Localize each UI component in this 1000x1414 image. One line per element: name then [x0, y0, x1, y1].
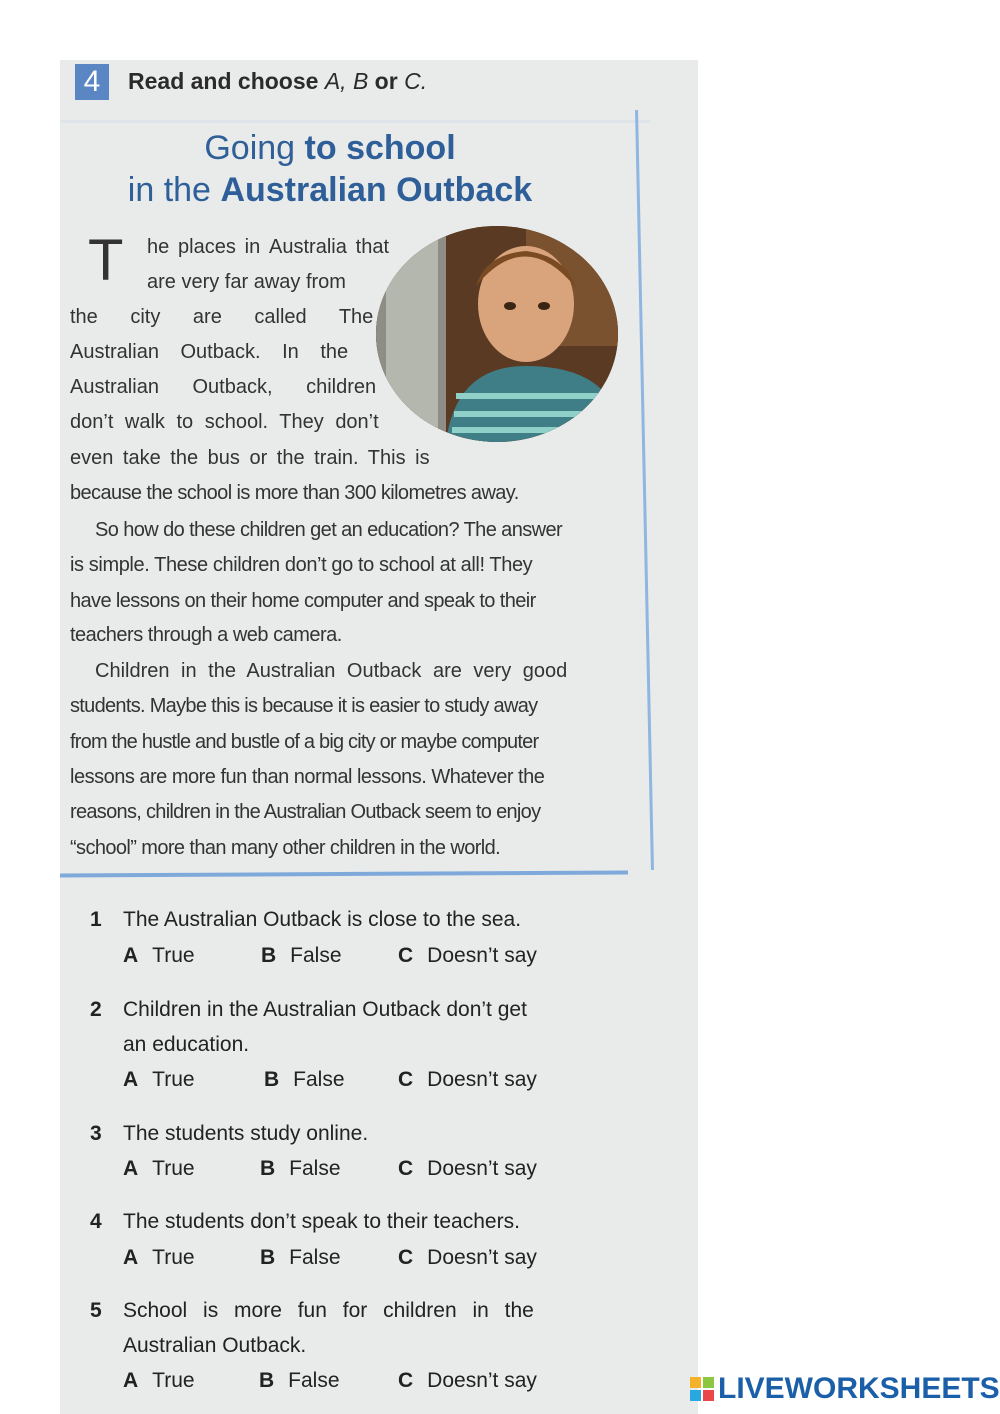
question-3-option-c[interactable]: C Doesn’t say — [398, 1157, 537, 1180]
article-line-4: Australian Outback. In the — [70, 341, 349, 363]
article-line-8: because the school is more than 300 kilometres away. — [70, 482, 519, 504]
article-line-13: Children in the Australian Outback are very good — [95, 660, 568, 682]
liveworksheets-logo-text: LIVEWORKSHEETS — [718, 1372, 1000, 1405]
article-line-7: even take the bus or the train. This is — [70, 447, 430, 469]
question-5-number: 5 — [90, 1299, 102, 1322]
article-line-17: reasons, children in the Australian Outback seem to enjoy — [70, 801, 541, 823]
question-5-option-c[interactable]: C Doesn’t say — [398, 1369, 537, 1392]
article-line-5: Australian Outback, children — [70, 376, 377, 398]
article-line-12: teachers through a web camera. — [70, 624, 342, 646]
question-1-text: The Australian Outback is close to the sea. — [123, 908, 522, 931]
question-4-option-c[interactable]: C Doesn’t say — [398, 1246, 537, 1269]
article-line-1: he places in Australia that — [147, 236, 389, 258]
photo-illustration — [376, 226, 618, 442]
liveworksheets-logo-icon — [690, 1377, 714, 1401]
article-frame-top — [60, 120, 650, 123]
article-line-2: are very far away from — [147, 271, 346, 293]
question-5-text-line-2: Australian Outback. — [123, 1334, 307, 1357]
question-3-option-a[interactable]: A True — [123, 1157, 195, 1180]
article-line-3: the city are called The — [70, 306, 374, 328]
article-title-line-2: in the Australian Outback — [127, 171, 533, 209]
article-drop-cap: T — [88, 228, 124, 293]
question-3-option-b[interactable]: B False — [260, 1157, 341, 1180]
question-5-option-a[interactable]: A True — [123, 1369, 195, 1392]
article-line-15: from the hustle and bustle of a big city or maybe computer — [70, 731, 539, 753]
question-5-text-line-1: School is more fun for children in the — [123, 1299, 534, 1322]
question-2-option-b[interactable]: B False — [264, 1068, 345, 1091]
question-2-option-a[interactable]: A True — [123, 1068, 195, 1091]
exercise-number: 4 — [75, 64, 109, 100]
article-line-10: is simple. These children don’t go to school at all! They — [70, 554, 533, 576]
question-1-number: 1 — [90, 908, 102, 931]
question-4-option-a[interactable]: A True — [123, 1246, 195, 1269]
question-1-option-c[interactable]: C Doesn’t say — [398, 944, 537, 967]
liveworksheets-logo — [690, 1372, 1000, 1406]
question-2-option-c[interactable]: C Doesn’t say — [398, 1068, 537, 1091]
article-line-16: lessons are more fun than normal lessons. Whatever the — [70, 766, 545, 788]
question-1-option-a[interactable]: A True — [123, 944, 195, 967]
article-line-6: don’t walk to school. They don’t — [70, 411, 379, 433]
question-2-text-line-1: Children in the Australian Outback don’t get — [123, 998, 527, 1021]
question-1-option-b[interactable]: B False — [261, 944, 342, 967]
exercise-instruction: Read and choose A, B or C. — [128, 68, 428, 94]
question-2-text-line-2: an education. — [123, 1033, 250, 1056]
article-title-line-1: Going to school — [204, 129, 456, 167]
article-line-11: have lessons on their home computer and speak to their — [70, 590, 536, 612]
question-4-text: The students don’t speak to their teachers. — [123, 1210, 520, 1233]
question-4-option-b[interactable]: B False — [260, 1246, 341, 1269]
article-line-18: “school” more than many other children in the world. — [70, 837, 501, 859]
article-line-14: students. Maybe this is because it is easier to study away — [70, 695, 538, 717]
boy-at-computer-photo — [376, 226, 618, 442]
question-2-number: 2 — [90, 998, 102, 1021]
article-line-9: So how do these children get an education? The answer — [95, 519, 563, 541]
question-4-number: 4 — [90, 1210, 102, 1233]
question-5-option-b[interactable]: B False — [259, 1369, 340, 1392]
question-3-number: 3 — [90, 1122, 102, 1145]
question-3-text: The students study online. — [123, 1122, 369, 1145]
